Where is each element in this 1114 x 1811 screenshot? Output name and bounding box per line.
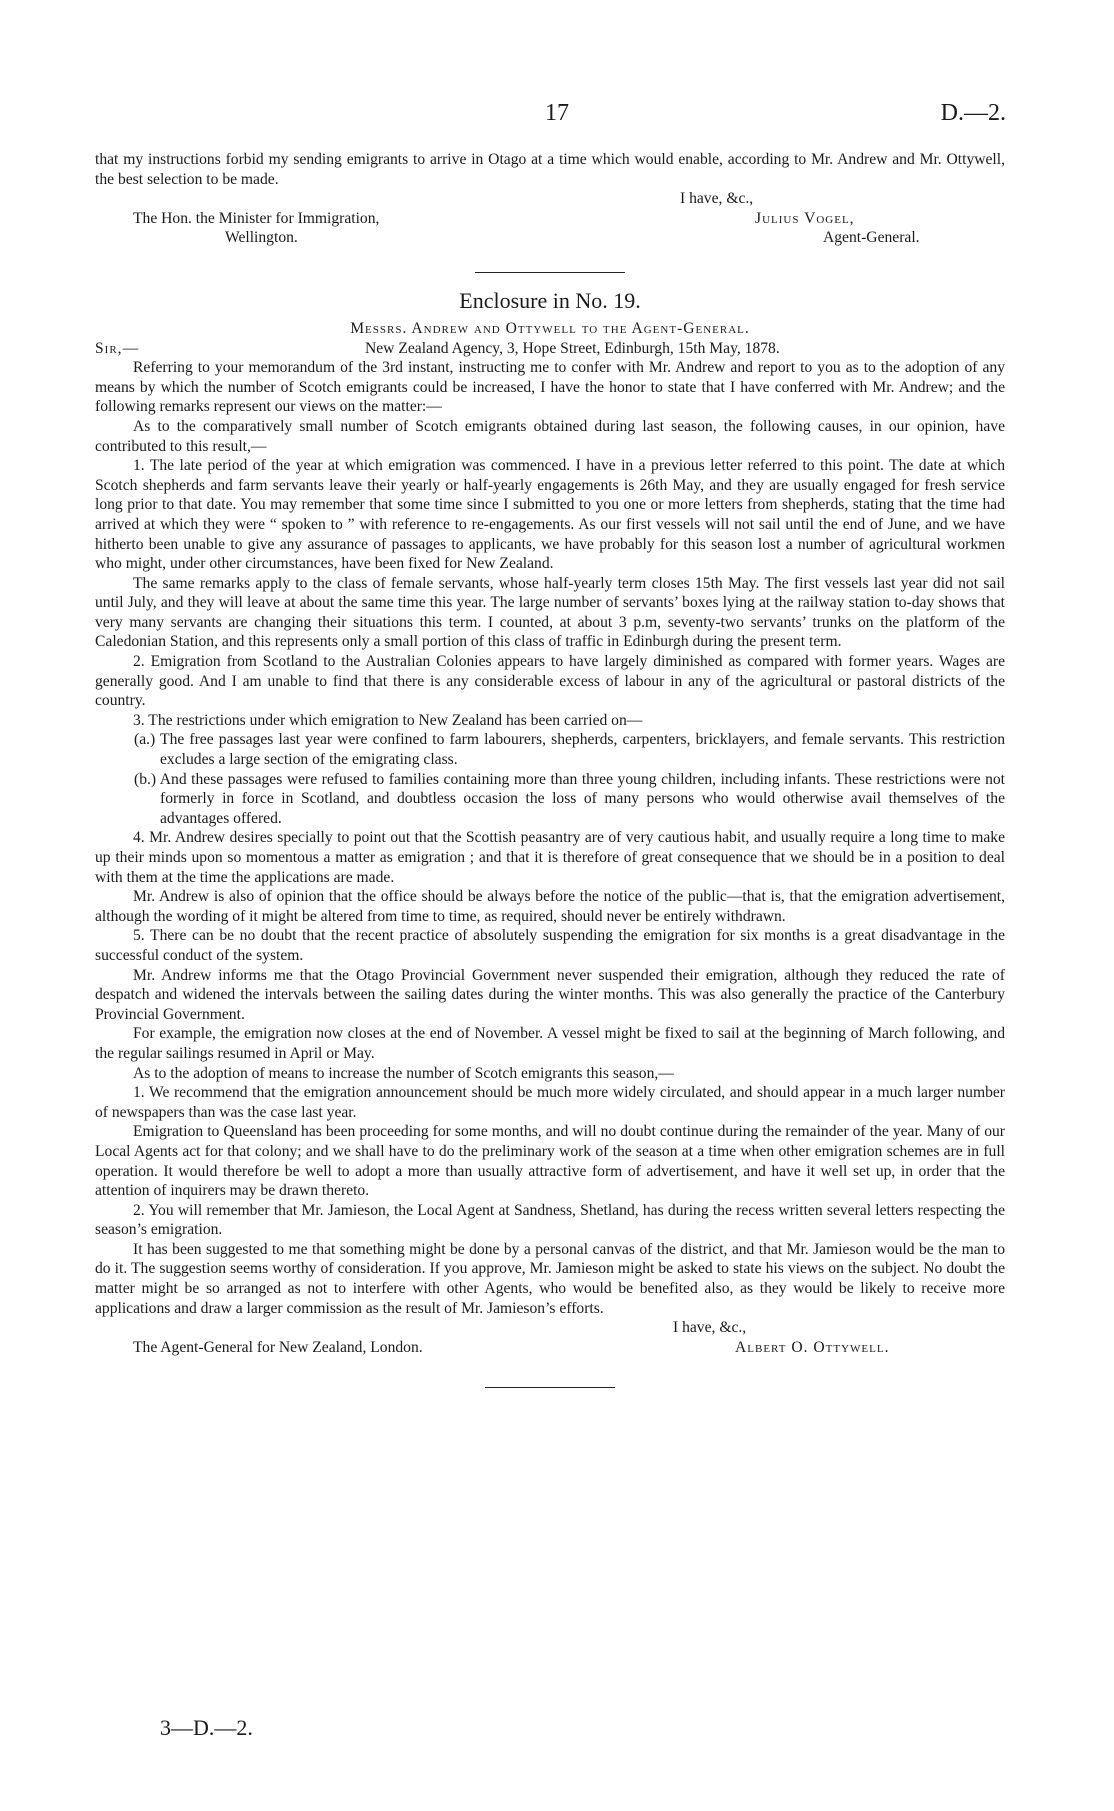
enclosure-signature-row [95, 1338, 1005, 1358]
dateline: New Zealand Agency, 3, Hope Street, Edinburgh, 15th May, 1878. [365, 339, 780, 357]
opening-signature-row-2 [95, 228, 1005, 248]
enclosure-closing: I have, &c., [673, 1319, 747, 1337]
enclosure-paragraph: For example, the emigration now closes at the end of November. A vessel might be fixed to sail at the beginning of March following, and the regular sailings resumed in April or May. [95, 1025, 1005, 1062]
salutation: Sir,— [95, 339, 140, 357]
enclosure-paragraph: 3. The restrictions under which emigration to New Zealand has been carried on— [133, 711, 643, 729]
opening-signature-row-1 [95, 209, 1005, 229]
opening-closing-row [95, 189, 1005, 209]
opening-signer-title: Agent-General. [823, 229, 920, 247]
enclosure-paragraph: The same remarks apply to the class of female servants, whose half-yearly term closes 15th May. The first vessels last year did not sail until July, and they will leave at about the same time this year. The large number of servants’ boxes lying at the railway station to-day shows that very many servants are changing their situations this term. I counted, at about 3 p.m, seventy-two servants’ trunks on the platform of the Caledonian Station, and this represents only a small portion of this class of traffic in Edinburgh during the present term. [95, 574, 1005, 651]
enclosure-paragraph: 5. There can be no doubt that the recent practice of absolutely suspending the emigration for six months is a great disadvantage in the successful conduct of the system. [95, 927, 1005, 964]
enclosure-paragraph: 2. You will remember that Mr. Jamieson, the Local Agent at Sandness, Shetland, has during the recess written several letters respecting the season’s emigration. [95, 1201, 1005, 1239]
opening-paragraph: that my instructions forbid my sending emigrants to arrive in Otago at a time which would enable, according to Mr. Andrew and Mr. Ottywell, the best selection to be made. [95, 151, 1005, 188]
opening-addressee-line-1: The Hon. the Minister for Immigration, [133, 209, 380, 227]
restriction-item: (a.) The free passages last year were confined to farm labourers, shepherds, carpenters, bricklayers, and female servants. This restriction excludes a large section of the emigrating class. [134, 731, 1005, 769]
section-divider [475, 272, 625, 273]
footer-reference: 3—D.—2. [160, 1715, 253, 1740]
opening-addressee-line-2: Wellington. [225, 229, 298, 247]
enclosure-paragraph: As to the adoption of means to increase the number of Scotch emigrants this season,— [133, 1064, 674, 1082]
enclosure-subheading: Messrs. Andrew and Ottywell to the Agent-General. [350, 319, 750, 337]
enclosure-paragraph: Mr. Andrew is also of opinion that the office should be always before the notice of the public—that is, that the emigration advertisement, although the wording of it might be altered from time to time, as required, should never be entirely withdrawn. [95, 888, 1005, 925]
page-header [95, 100, 1006, 130]
document-body [95, 150, 1005, 1402]
end-divider [485, 1387, 615, 1388]
enclosure-closing-row [95, 1318, 1005, 1338]
enclosure-paragraph: 1. The late period of the year at which emigration was commenced. I have in a previous letter referred to this point. The date at which Scotch shepherds and farm servants leave their yearly or half-yearly engagements is 26th May, and they are usually engaged for fresh service long prior to that date. You may remember that some time since I submitted to you one or more letters from shepherds, stating that the time had arrived at which they were “ spoken to ” with reference to re-engagements. As our first vessels will not sail until the end of June, and we have hitherto been unable to give any assurance of passages to applicants, we have probably for this season lost a number of agricultural workmen who might, under other circumstances, have been fixed for New Zealand. [95, 457, 1005, 573]
enclosure-paragraph: 1. We recommend that the emigration announcement should be much more widely circulated, and should appear in a much larger number of newspapers than was the case last year. [95, 1084, 1005, 1121]
enclosure-paragraph: Mr. Andrew informs me that the Otago Provincial Government never suspended their emigration, although they reduced the rate of despatch and widened the intervals between the sailing dates during the winter months. This was also generally the practice of the Canterbury Provincial Government. [95, 966, 1005, 1023]
page-number: 17 [545, 100, 569, 126]
enclosure-paragraph: Referring to your memorandum of the 3rd instant, instructing me to confer with Mr. Andrew and report to you as to the adoption of any means by which the number of Scotch emigrants could be increased, I have the honor to state that I have conferred with Mr. Andrew; and the following remarks represent our views on the matter:— [95, 359, 1005, 416]
restriction-item: (b.) And these passages were refused to families containing more than three young children, including infants. These restrictions were not formerly in force in Scotland, and doubtless occasion the loss of many persons who would otherwise avail themselves of the advantages offered. [134, 770, 1005, 827]
enclosure-paragraph: 4. Mr. Andrew desires specially to point out that the Scottish peasantry are of very cautious habit, and usually require a long time to make up their minds upon so momentous a matter as emigration ; and that it is therefore of great consequence that we should be in a position to deal with them at the time the applications are made. [95, 829, 1005, 886]
opening-closing: I have, &c., [680, 190, 754, 208]
enclosure-paragraph: Emigration to Queensland has been proceeding for some months, and will no doubt continue during the remainder of the year. Many of our Local Agents act for that colony; and we shall have to do the preliminary work of the season at a time when other emigration schemes are in full operation. It would therefore be well to adopt a more than usually attractive form of advertisement, and have it well set up, in order that the attention of inquirers may be drawn thereto. [95, 1123, 1005, 1200]
enclosure-paragraph: It has been suggested to me that something might be done by a personal canvas of the district, and that Mr. Jamieson would be the man to do it. The suggestion seems worthy of consideration. If you approve, Mr. Jamieson might be asked to state his views on the subject. No doubt the matter might be so arranged as not to interfere with other Agents, who would be benefited also, as they would be likely to receive more applications and draw a larger commission as the result of Mr. Jamieson’s efforts. [95, 1240, 1005, 1317]
enclosure-paragraph: 2. Emigration from Scotland to the Australian Colonies appears to have largely diminished as compared with former years. Wages are generally good. And I am unable to find that there is any considerable excess of labour in any of the agricultural or pastoral districts of the country. [95, 653, 1005, 710]
opening-signer-name: Julius Vogel, [755, 209, 855, 227]
salutation-row [95, 339, 1005, 359]
enclosure-paragraph: As to the comparatively small number of Scotch emigrants obtained during last season, the following causes, in our opinion, have contributed to this result,— [95, 417, 1005, 455]
document-reference: D.—2. [940, 100, 1006, 126]
enclosure-signer-name: Albert O. Ottywell. [735, 1338, 890, 1356]
enclosure-addressee: The Agent-General for New Zealand, London. [133, 1338, 423, 1356]
enclosure-heading: Enclosure in No. 19. [459, 287, 641, 313]
